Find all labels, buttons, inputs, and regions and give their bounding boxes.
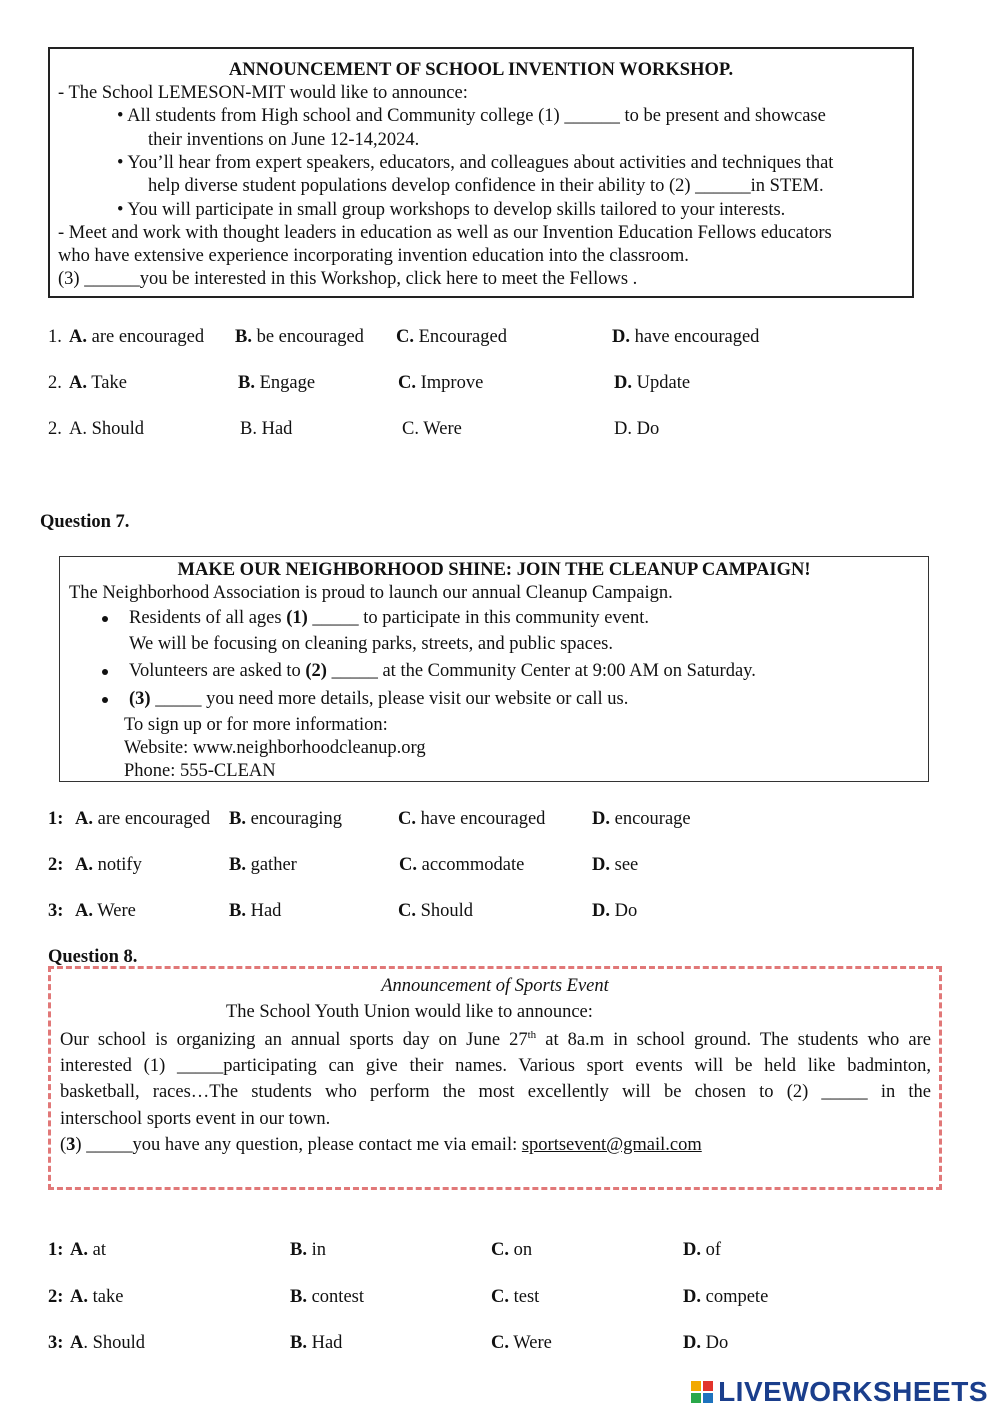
cleanup-phone: Phone: 555-CLEAN — [124, 761, 276, 781]
bullet-dot-2 — [102, 669, 108, 675]
invention-bullet-2a: • You’ll hear from expert speakers, educators, and colleagues about activities and techniques that — [117, 153, 834, 173]
q7-r3-num: 3: — [48, 901, 64, 921]
cleanup-title: MAKE OUR NEIGHBORHOOD SHINE: JOIN THE CLEANUP CAMPAIGN! — [177, 560, 811, 580]
q6-r2-option-a[interactable]: A. Take — [69, 373, 127, 393]
q8-r3-num: 3: — [48, 1333, 64, 1353]
q8-r3-option-c[interactable]: C. Were — [491, 1333, 552, 1353]
liveworksheets-logo-text: LIVEWORKSHEETS — [718, 1376, 988, 1407]
invention-bullet-1b: their inventions on June 12-14,2024. — [148, 130, 420, 150]
sports-email-link[interactable]: sportsevent@gmail.com — [521, 1135, 702, 1155]
q8-r1-option-d[interactable]: D. of — [683, 1240, 722, 1260]
invention-title: ANNOUNCEMENT OF SCHOOL INVENTION WORKSHOP. — [228, 60, 734, 80]
q8-r1-option-b[interactable]: B. in — [290, 1240, 326, 1260]
q7-r3-option-c[interactable]: C. Should — [398, 901, 474, 921]
sports-announcement-box — [48, 966, 942, 1190]
sports-line-2: interested (1) _____participating can give their names. Various sport events will be held like badminton, — [60, 1056, 931, 1076]
q8-r3-option-a[interactable]: A. Should — [70, 1333, 146, 1353]
q6-r2-option-d[interactable]: D. Update — [614, 373, 691, 393]
q7-r2-num: 2: — [48, 855, 64, 875]
q7-r3-option-b[interactable]: B. Had — [229, 901, 282, 921]
q8-r2-num: 2: — [48, 1287, 64, 1307]
q8-r3-option-b[interactable]: B. Had — [290, 1333, 343, 1353]
q6-r3-option-c[interactable]: C. Were — [402, 419, 462, 439]
q7-r1-option-d[interactable]: D. encourage — [592, 809, 691, 829]
q7-r3-option-d[interactable]: D. Do — [592, 901, 638, 921]
liveworksheets-logo-icon — [691, 1381, 715, 1403]
q8-r2-option-c[interactable]: C. test — [491, 1287, 540, 1307]
liveworksheets-logo — [691, 1376, 988, 1408]
q8-r2-option-a[interactable]: A. take — [70, 1287, 124, 1307]
cleanup-intro: The Neighborhood Association is proud to launch our annual Cleanup Campaign. — [69, 583, 673, 603]
invention-bullet-2b: help diverse student populations develop confidence in their ability to (2) ______in STEM. — [148, 176, 824, 196]
question-7-heading: Question 7. — [40, 512, 130, 532]
invention-intro: - The School LEMESON-MIT would like to announce: — [58, 83, 468, 103]
q6-r3-option-b[interactable]: B. Had — [240, 419, 293, 439]
q7-r1-num: 1: — [48, 809, 64, 829]
q8-r1-option-c[interactable]: C. on — [491, 1240, 533, 1260]
q6-r3-option-d[interactable]: D. Do — [614, 419, 660, 439]
q6-r3-option-a[interactable]: A. Should — [69, 419, 145, 439]
sports-line-1: Our school is organizing an annual sports day on June 27th at 8a.m in school ground. The students who are — [60, 1029, 931, 1051]
invention-bullet-3: • You will participate in small group workshops to develop skills tailored to your interests. — [117, 200, 786, 220]
q6-r2-num: 2. — [48, 373, 62, 393]
q7-r1-option-b[interactable]: B. encouraging — [229, 809, 343, 829]
cleanup-bullet-3: (3) _____ you need more details, please visit our website or call us. — [129, 689, 629, 709]
sports-line-3: basketball, races…The students who perform the most excellently will be chosen to (2) _____ in the — [60, 1082, 931, 1102]
question-8-heading: Question 8. — [48, 947, 138, 967]
sports-title: Announcement of Sports Event — [381, 976, 609, 996]
invention-para-2b: who have extensive experience incorporating invention education into the classroom. — [58, 246, 689, 266]
cleanup-signup: To sign up or for more information: — [124, 715, 388, 735]
q6-r3-num: 2. — [48, 419, 62, 439]
bullet-dot-3 — [102, 697, 108, 703]
sports-line-5: (3) _____you have any question, please contact me via email: sportsevent@gmail.com — [60, 1135, 702, 1155]
q7-r2-option-c[interactable]: C. accommodate — [399, 855, 525, 875]
q6-r2-option-c[interactable]: C. Improve — [398, 373, 484, 393]
invention-para-2a: - Meet and work with thought leaders in education as well as our Invention Education Fellows educators — [58, 223, 832, 243]
q6-r1-option-b[interactable]: B. be encouraged — [235, 327, 364, 347]
q7-r1-option-a[interactable]: A. are encouraged — [75, 809, 211, 829]
q7-r1-option-c[interactable]: C. have encouraged — [398, 809, 546, 829]
q8-r1-num: 1: — [48, 1240, 64, 1260]
q7-r3-option-a[interactable]: A. Were — [75, 901, 136, 921]
q6-r2-option-b[interactable]: B. Engage — [238, 373, 316, 393]
q6-r1-num: 1. — [48, 327, 62, 347]
q8-r3-option-d[interactable]: D. Do — [683, 1333, 729, 1353]
q6-r1-option-a[interactable]: A. are encouraged — [69, 327, 205, 347]
cleanup-website: Website: www.neighborhoodcleanup.org — [124, 738, 426, 758]
cleanup-bullet-1-cont: We will be focusing on cleaning parks, streets, and public spaces. — [129, 634, 613, 654]
q7-r2-option-b[interactable]: B. gather — [229, 855, 297, 875]
q6-r1-option-c[interactable]: C. Encouraged — [396, 327, 507, 347]
sports-line-4: interschool sports event in our town. — [60, 1109, 331, 1129]
cleanup-bullet-2: Volunteers are asked to (2) _____ at the Community Center at 9:00 AM on Saturday. — [129, 661, 756, 681]
q6-r1-option-d[interactable]: D. have encouraged — [612, 327, 760, 347]
q8-r1-option-a[interactable]: A. at — [70, 1240, 106, 1260]
bullet-dot-1 — [102, 616, 108, 622]
cleanup-bullet-1: Residents of all ages (1) _____ to participate in this community event. — [129, 608, 649, 628]
sports-intro: The School Youth Union would like to announce: — [226, 1002, 593, 1022]
q8-r2-option-b[interactable]: B. contest — [290, 1287, 364, 1307]
q8-r2-option-d[interactable]: D. compete — [683, 1287, 769, 1307]
invention-para-3: (3) ______you be interested in this Workshop, click here to meet the Fellows . — [58, 269, 638, 289]
q7-r2-option-d[interactable]: D. see — [592, 855, 639, 875]
q7-r2-option-a[interactable]: A. notify — [75, 855, 142, 875]
invention-bullet-1a: • All students from High school and Community college (1) ______ to be present and showcase — [117, 106, 826, 126]
